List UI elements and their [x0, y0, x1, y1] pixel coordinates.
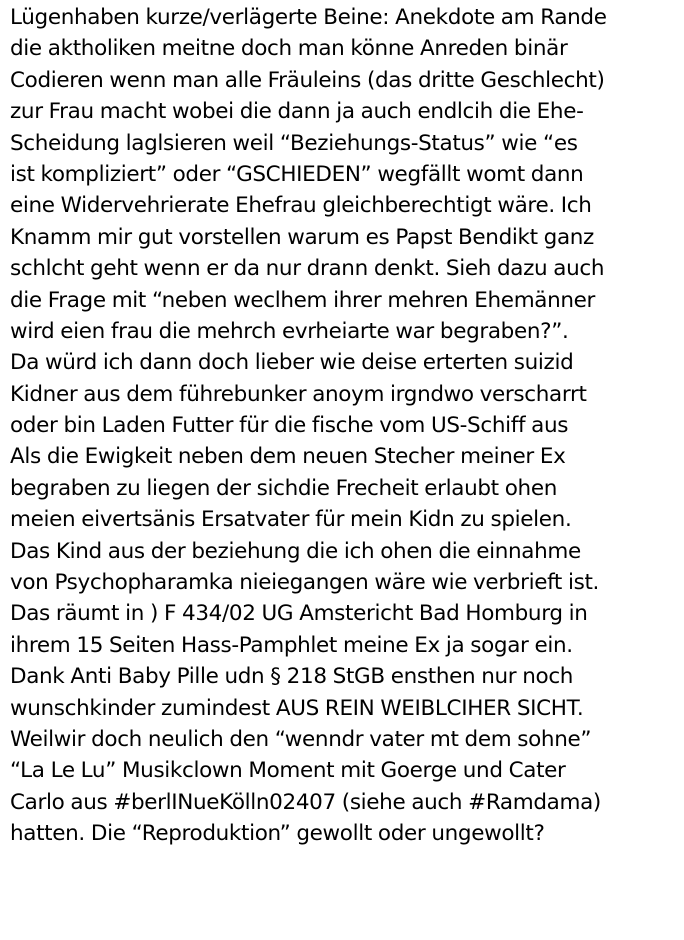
text-line: “La Le Lu” Musikclown Moment mit Goerge und Cater [10, 758, 566, 784]
text-line: Als die Ewigkeit neben dem neuen Stecher meiner Ex [10, 444, 566, 470]
body-text [10, 2, 682, 850]
text-line: Lügenhaben kurze/verlägerte Beine: Anekdote am Rande [10, 5, 607, 30]
text-line: die Frage mit “neben weclhem ihrer mehren Ehemänner [10, 287, 596, 313]
text-line: Codieren wenn man alle Fräuleins (das dritte Geschlecht) [10, 67, 605, 93]
text-line: Carlo aus #berlINueKölln02407 (siehe auch #Ramdama) [10, 789, 601, 815]
text-line: begraben zu liegen der sichdie Frecheit erlaubt ohen [10, 475, 557, 501]
text-line: wunschkinder zumindest AUS REIN WEIBLCIHER SICHT. [10, 695, 584, 721]
text-line: meien eivertsänis Ersatvater für mein Kidn zu spielen. [10, 507, 572, 533]
text-line: wird eien frau die mehrch evrheiarte war begraben?”. [10, 318, 569, 344]
text-line: Das Kind aus der beziehung die ich ohen die einnahme [10, 538, 581, 564]
text-line: eine Widervehrierate Ehefrau gleichberechtigt wäre. Ich [10, 193, 592, 219]
text-line: oder bin Laden Futter für die fische vom US-Schiff aus [10, 413, 569, 439]
text-line: die aktholiken meitne doch man könne Anreden binär [10, 36, 568, 62]
text-line: hatten. Die “Reproduktion” gewollt oder ungewollt? [10, 821, 545, 847]
text-line: Dank Anti Baby Pille udn § 218 StGB ensthen nur noch [10, 664, 574, 690]
text-line: von Psychopharamka nieiegangen wäre wie verbrieft ist. [10, 570, 600, 596]
text-line: ist kompliziert” oder “GSCHIEDEN” wegfällt womt dann [10, 161, 584, 187]
text-line: Da würd ich dann doch lieber wie deise erterten suizid [10, 350, 574, 376]
text-line: schlcht geht wenn er da nur drann denkt. Sieh dazu auch [10, 256, 605, 282]
text-line: Kidner aus dem führebunker anoym irgndwo verscharrt [10, 381, 587, 407]
text-line: Knamm mir gut vorstellen warum es Papst Bendikt ganz [10, 224, 594, 250]
text-line: zur Frau macht wobei die dann ja auch endlcih die Ehe- [10, 99, 584, 125]
text-line: Weilwir doch neulich den “wenndr vater mt dem sohne” [10, 726, 592, 752]
text-line: Das räumt in ) F 434/02 UG Amstericht Bad Homburg in [10, 601, 588, 627]
text-line: ihrem 15 Seiten Hass-Pamphlet meine Ex ja sogar ein. [10, 632, 573, 658]
text-line: Scheidung laglsieren weil “Beziehungs-Status” wie “es [10, 130, 578, 156]
